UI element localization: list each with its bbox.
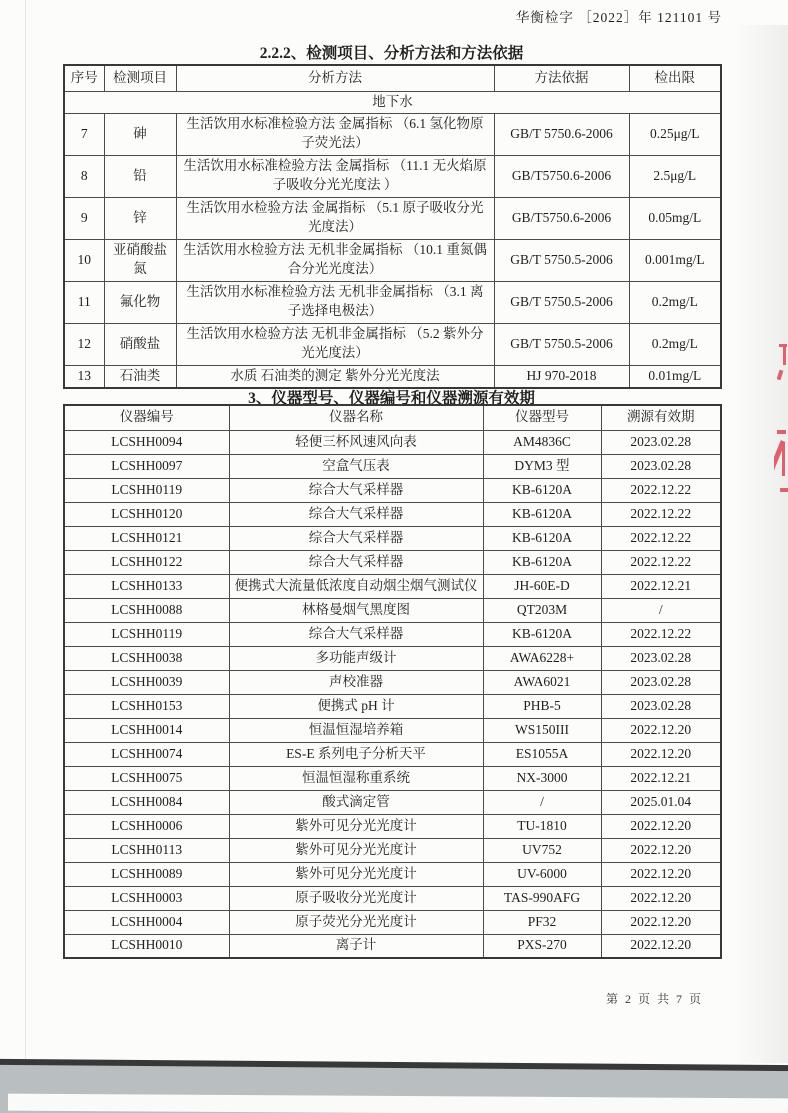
instruments-table-body <box>64 430 721 958</box>
methods-table <box>63 64 722 389</box>
cell-instrument-id: LCSHH0113 <box>64 838 229 862</box>
cell-limit: 2.5μg/L <box>629 155 721 197</box>
table-row <box>64 550 721 574</box>
table-row <box>64 622 721 646</box>
section-title-instruments: 3、仪器型号、仪器编号和仪器溯源有效期 <box>248 390 535 407</box>
cell-validity-date: 2022.12.20 <box>601 838 721 862</box>
cell-instrument-model: UV-6000 <box>483 862 601 886</box>
table-row <box>64 113 721 155</box>
cell-limit: 0.001mg/L <box>629 239 721 281</box>
cell-instrument-id: LCSHH0153 <box>64 694 229 718</box>
cell-basis: GB/T5750.6-2006 <box>494 155 629 197</box>
cell-basis: HJ 970-2018 <box>494 365 629 388</box>
cell-instrument-name: 恒温恒湿称重系统 <box>229 766 483 790</box>
cell-limit: 0.01mg/L <box>629 365 721 388</box>
table-row <box>64 281 721 323</box>
scan-fold-line <box>25 0 26 1062</box>
cell-instrument-model: ES1055A <box>483 742 601 766</box>
table-row <box>64 862 721 886</box>
cell-instrument-model: AWA6021 <box>483 670 601 694</box>
cell-no: 11 <box>64 281 104 323</box>
cell-method: 生活饮用水检验方法 无机非金属指标 （10.1 重氮偶合分光光度法） <box>176 239 494 281</box>
cell-validity-date: 2023.02.28 <box>601 646 721 670</box>
cell-instrument-name: 离子计 <box>229 934 483 958</box>
cell-instrument-name: 综合大气采样器 <box>229 526 483 550</box>
page-number: 第 2 页 共 7 页 <box>605 992 703 1006</box>
table-row <box>64 574 721 598</box>
cell-method: 生活饮用水标准检验方法 金属指标 （6.1 氢化物原子荧光法） <box>176 113 494 155</box>
cell-instrument-model: KB-6120A <box>483 478 601 502</box>
cell-instrument-model: AM4836C <box>483 430 601 454</box>
cell-validity-date: 2022.12.22 <box>601 622 721 646</box>
red-stamp-fragment-icon <box>774 430 788 480</box>
section-title-methods: 2.2.2、检测项目、分析方法和方法依据 <box>259 45 524 62</box>
table-row <box>64 598 721 622</box>
group-label: 地下水 <box>64 91 721 113</box>
cell-instrument-id: LCSHH0133 <box>64 574 229 598</box>
cell-instrument-name: 便携式 pH 计 <box>229 694 483 718</box>
cell-instrument-name: 恒温恒湿培养箱 <box>229 718 483 742</box>
cell-instrument-id: LCSHH0014 <box>64 718 229 742</box>
cell-method: 生活饮用水检验方法 金属指标 （5.1 原子吸收分光光度法） <box>176 197 494 239</box>
cell-instrument-name: 紫外可见分光光度计 <box>229 862 483 886</box>
table-row <box>64 934 721 958</box>
cell-instrument-id: LCSHH0004 <box>64 910 229 934</box>
table-row <box>64 718 721 742</box>
cell-validity-date: 2022.12.20 <box>601 886 721 910</box>
page-edge-shadow <box>733 25 788 1063</box>
cell-basis: GB/T 5750.5-2006 <box>494 239 629 281</box>
cell-instrument-model: QT203M <box>483 598 601 622</box>
column-header: 仪器型号 <box>483 405 601 430</box>
methods-table-body <box>64 113 721 388</box>
cell-instrument-model: KB-6120A <box>483 622 601 646</box>
cell-instrument-model: UV752 <box>483 838 601 862</box>
cell-instrument-id: LCSHH0075 <box>64 766 229 790</box>
cell-validity-date: 2022.12.20 <box>601 718 721 742</box>
cell-instrument-id: LCSHH0119 <box>64 622 229 646</box>
cell-item: 石油类 <box>104 365 176 388</box>
table-row <box>64 814 721 838</box>
cell-validity-date: 2023.02.28 <box>601 694 721 718</box>
cell-instrument-model: AWA6228+ <box>483 646 601 670</box>
cell-item: 锌 <box>104 197 176 239</box>
cell-validity-date: 2022.12.20 <box>601 814 721 838</box>
cell-item: 铅 <box>104 155 176 197</box>
cell-instrument-id: LCSHH0120 <box>64 502 229 526</box>
cell-instrument-id: LCSHH0094 <box>64 430 229 454</box>
cell-instrument-model: PXS-270 <box>483 934 601 958</box>
table-row <box>64 766 721 790</box>
column-header: 仪器名称 <box>229 405 483 430</box>
column-header: 检出限 <box>629 65 721 91</box>
cell-validity-date: 2022.12.21 <box>601 574 721 598</box>
cell-instrument-id: LCSHH0088 <box>64 598 229 622</box>
cell-validity-date: 2022.12.22 <box>601 502 721 526</box>
cell-validity-date: 2022.12.22 <box>601 526 721 550</box>
cell-instrument-id: LCSHH0119 <box>64 478 229 502</box>
cell-no: 7 <box>64 113 104 155</box>
cell-limit: 0.25μg/L <box>629 113 721 155</box>
cell-validity-date: 2022.12.20 <box>601 934 721 958</box>
cell-validity-date: / <box>601 598 721 622</box>
cell-instrument-name: 声校准器 <box>229 670 483 694</box>
cell-validity-date: 2022.12.22 <box>601 550 721 574</box>
cell-instrument-model: DYM3 型 <box>483 454 601 478</box>
cell-instrument-id: LCSHH0039 <box>64 670 229 694</box>
group-row-groundwater <box>64 91 721 113</box>
cell-instrument-id: LCSHH0010 <box>64 934 229 958</box>
table-row <box>64 365 721 388</box>
cell-instrument-name: 轻便三杯风速风向表 <box>229 430 483 454</box>
cell-validity-date: 2023.02.28 <box>601 454 721 478</box>
table-row <box>64 742 721 766</box>
red-stamp-fragment-icon <box>780 486 788 495</box>
cell-instrument-model: NX-3000 <box>483 766 601 790</box>
cell-instrument-id: LCSHH0038 <box>64 646 229 670</box>
cell-item: 砷 <box>104 113 176 155</box>
table-row <box>64 430 721 454</box>
cell-instrument-name: 原子荧光分光光度计 <box>229 910 483 934</box>
cell-instrument-id: LCSHH0084 <box>64 790 229 814</box>
cell-limit: 0.05mg/L <box>629 197 721 239</box>
cell-instrument-model: TAS-990AFG <box>483 886 601 910</box>
cell-basis: GB/T 5750.5-2006 <box>494 281 629 323</box>
cell-instrument-name: 综合大气采样器 <box>229 550 483 574</box>
cell-instrument-id: LCSHH0122 <box>64 550 229 574</box>
cell-instrument-model: KB-6120A <box>483 502 601 526</box>
table-row <box>64 838 721 862</box>
cell-basis: GB/T 5750.6-2006 <box>494 113 629 155</box>
table-row <box>64 670 721 694</box>
cell-no: 12 <box>64 323 104 365</box>
cell-instrument-name: ES-E 系列电子分析天平 <box>229 742 483 766</box>
table-row <box>64 910 721 934</box>
cell-validity-date: 2022.12.22 <box>601 478 721 502</box>
cell-instrument-model: / <box>483 790 601 814</box>
column-header: 仪器编号 <box>64 405 229 430</box>
cell-instrument-name: 综合大气采样器 <box>229 478 483 502</box>
cell-instrument-name: 酸式滴定管 <box>229 790 483 814</box>
table-row <box>64 526 721 550</box>
cell-instrument-id: LCSHH0089 <box>64 862 229 886</box>
cell-limit: 0.2mg/L <box>629 281 721 323</box>
cell-instrument-model: KB-6120A <box>483 550 601 574</box>
cell-validity-date: 2023.02.28 <box>601 430 721 454</box>
cell-validity-date: 2022.12.20 <box>601 862 721 886</box>
cell-instrument-model: TU-1810 <box>483 814 601 838</box>
cell-basis: GB/T5750.6-2006 <box>494 197 629 239</box>
table-row <box>64 478 721 502</box>
column-header: 分析方法 <box>176 65 494 91</box>
table-row <box>64 155 721 197</box>
document-number: 华衡检字 ［2022］年 121101 号 <box>515 10 722 25</box>
cell-instrument-model: PF32 <box>483 910 601 934</box>
cell-no: 8 <box>64 155 104 197</box>
cell-method: 水质 石油类的测定 紫外分光光度法 <box>176 365 494 388</box>
cell-basis: GB/T 5750.5-2006 <box>494 323 629 365</box>
cell-instrument-id: LCSHH0097 <box>64 454 229 478</box>
cell-limit: 0.2mg/L <box>629 323 721 365</box>
cell-instrument-name: 多功能声级计 <box>229 646 483 670</box>
table-row <box>64 239 721 281</box>
cell-instrument-id: LCSHH0121 <box>64 526 229 550</box>
table-row <box>64 790 721 814</box>
instruments-table-header-row <box>64 405 721 430</box>
cell-validity-date: 2022.12.20 <box>601 910 721 934</box>
column-header: 方法依据 <box>494 65 629 91</box>
red-stamp-fragment-icon <box>777 344 788 380</box>
cell-method: 生活饮用水标准检验方法 金属指标 （11.1 无火焰原子吸收分光光度法 ） <box>176 155 494 197</box>
cell-instrument-name: 综合大气采样器 <box>229 622 483 646</box>
cell-validity-date: 2022.12.21 <box>601 766 721 790</box>
cell-item: 亚硝酸盐氮 <box>104 239 176 281</box>
cell-instrument-name: 紫外可见分光光度计 <box>229 814 483 838</box>
cell-validity-date: 2022.12.20 <box>601 742 721 766</box>
table-row <box>64 454 721 478</box>
table-row <box>64 197 721 239</box>
cell-instrument-name: 便携式大流量低浓度自动烟尘烟气测试仪 <box>229 574 483 598</box>
cell-validity-date: 2023.02.28 <box>601 670 721 694</box>
cell-method: 生活饮用水标准检验方法 无机非金属指标 （3.1 离子选择电极法） <box>176 281 494 323</box>
cell-validity-date: 2025.01.04 <box>601 790 721 814</box>
instruments-table <box>63 404 722 959</box>
cell-no: 9 <box>64 197 104 239</box>
cell-instrument-name: 林格曼烟气黑度图 <box>229 598 483 622</box>
cell-instrument-id: LCSHH0003 <box>64 886 229 910</box>
cell-no: 10 <box>64 239 104 281</box>
column-header: 溯源有效期 <box>601 405 721 430</box>
cell-instrument-model: KB-6120A <box>483 526 601 550</box>
table-row <box>64 694 721 718</box>
cell-instrument-name: 综合大气采样器 <box>229 502 483 526</box>
cell-instrument-model: JH-60E-D <box>483 574 601 598</box>
table-row <box>64 646 721 670</box>
cell-instrument-id: LCSHH0006 <box>64 814 229 838</box>
column-header: 序号 <box>64 65 104 91</box>
table-row <box>64 886 721 910</box>
cell-instrument-name: 空盒气压表 <box>229 454 483 478</box>
cell-instrument-name: 原子吸收分光光度计 <box>229 886 483 910</box>
cell-method: 生活饮用水检验方法 无机非金属指标 （5.2 紫外分光光度法） <box>176 323 494 365</box>
cell-no: 13 <box>64 365 104 388</box>
cell-item: 硝酸盐 <box>104 323 176 365</box>
cell-instrument-id: LCSHH0074 <box>64 742 229 766</box>
table-row <box>64 502 721 526</box>
cell-instrument-name: 紫外可见分光光度计 <box>229 838 483 862</box>
cell-instrument-model: PHB-5 <box>483 694 601 718</box>
cell-instrument-model: WS150III <box>483 718 601 742</box>
column-header: 检测项目 <box>104 65 176 91</box>
table-row <box>64 323 721 365</box>
methods-table-header-row <box>64 65 721 91</box>
cell-item: 氟化物 <box>104 281 176 323</box>
